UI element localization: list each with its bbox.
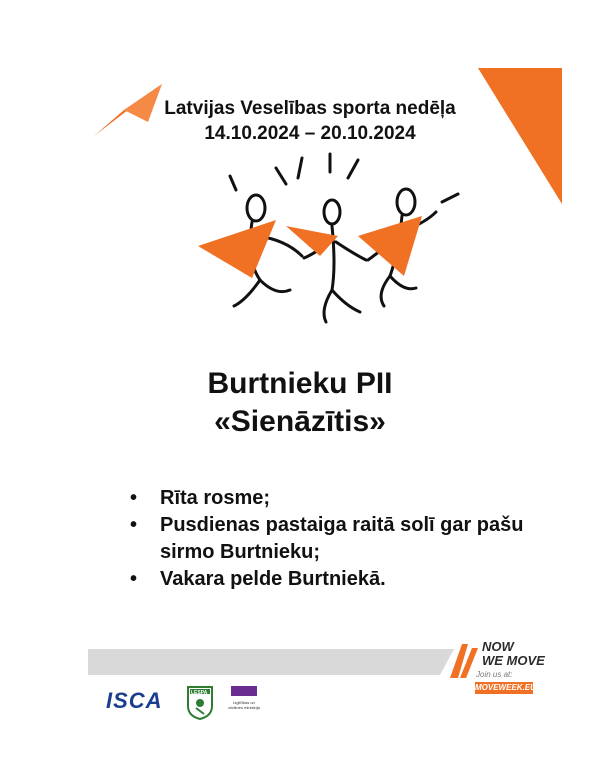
moveweek-website: MOVEWEEK.EU (475, 683, 536, 692)
event-dates: 14.10.2024 – 20.10.2024 (204, 123, 416, 144)
isca-logo: ISCA (106, 688, 163, 713)
now-we-move-logo (482, 640, 572, 668)
title-line-2: «Sienāzītis» (214, 405, 386, 438)
now-we-move-logo-icon (446, 640, 480, 680)
now-we-move-line-2: WE MOVE (482, 653, 545, 668)
footer-bar (88, 649, 440, 675)
shield-logo-text: LESPA (191, 690, 208, 696)
activity-item: • Rīta rosme; (120, 485, 540, 512)
event-name: Latvijas Veselības sporta nedēļa (164, 98, 456, 119)
event-header (150, 96, 470, 146)
kindergarten-title (100, 365, 500, 441)
activity-item: • Pusdienas pastaiga raitā solī gar pašu sirmo Burtnieku; (120, 512, 540, 566)
dancing-figures-illustration (190, 150, 470, 330)
join-text: Join us at: (476, 670, 513, 679)
ministry-logo (231, 686, 257, 696)
ministry-caption: Izglītības un zinātnes ministrija (228, 700, 260, 710)
now-we-move-line-1: NOW (482, 639, 514, 654)
title-line-1: Burtnieku PII (207, 367, 393, 400)
activity-item: • Vakara pelde Burtniekā. (120, 566, 540, 593)
orange-triangle-top-right (478, 68, 562, 204)
activities-list (120, 485, 540, 593)
